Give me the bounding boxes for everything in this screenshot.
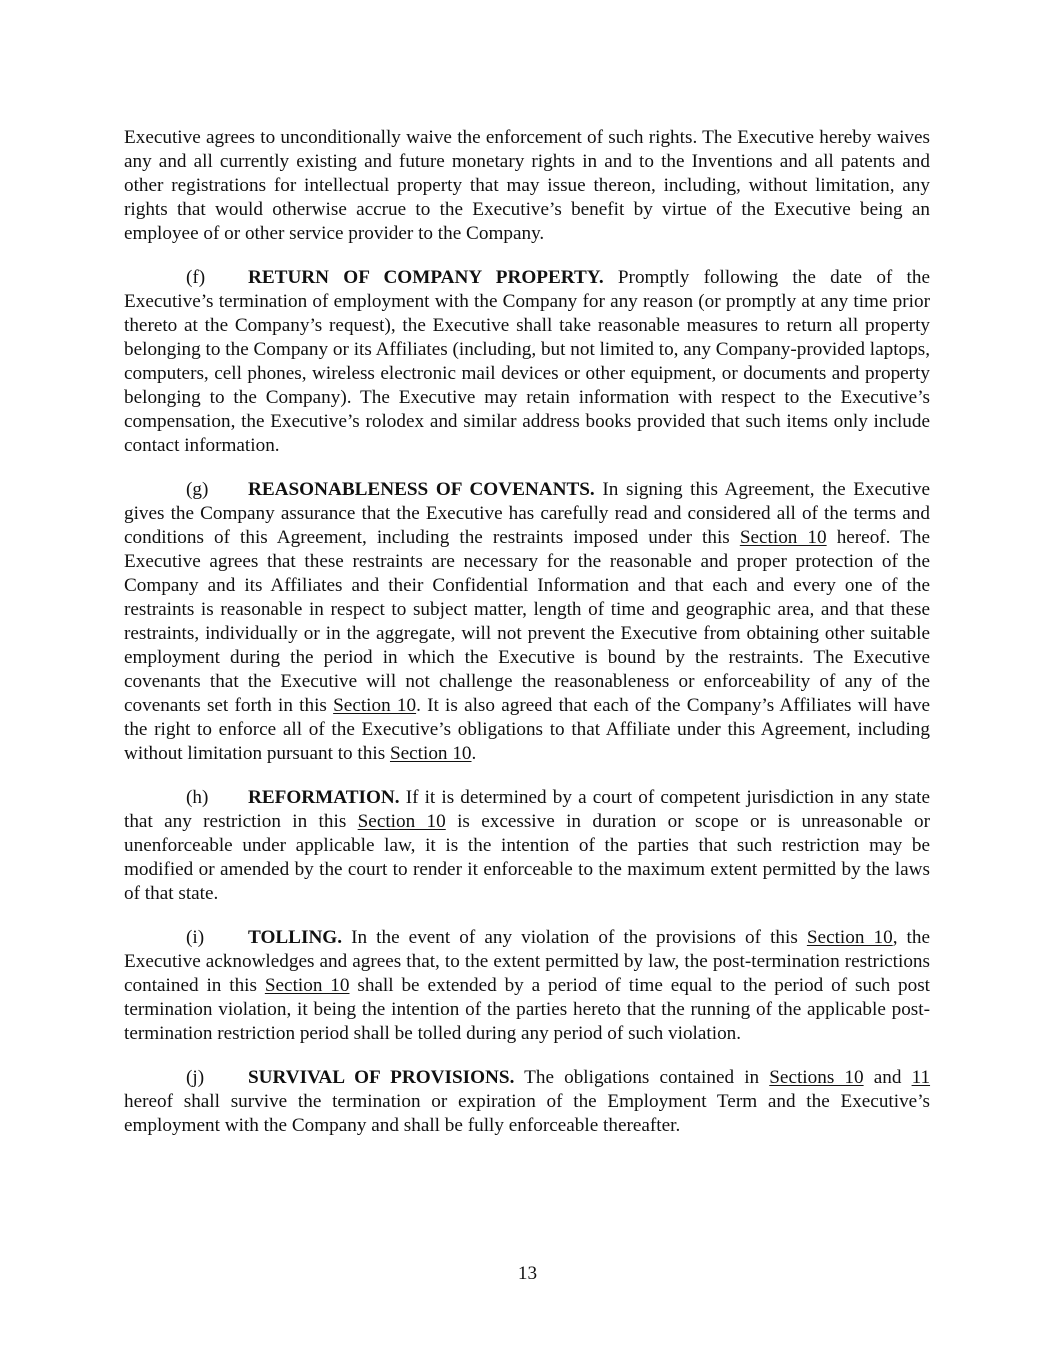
- section-g-text-4: .: [471, 743, 477, 764]
- section-f-heading: RETURN OF COMPANY PROPERTY.: [248, 267, 604, 288]
- section-i-label: (i): [186, 927, 205, 948]
- section-i-ref-1: Section 10: [806, 927, 893, 948]
- section-j-heading: SURVIVAL OF PROVISIONS.: [248, 1067, 515, 1088]
- section-j-ref-1: Sections 10: [769, 1067, 864, 1088]
- section-j-text-2: and: [873, 1067, 902, 1088]
- section-j-paragraph: [124, 1066, 930, 1138]
- section-i-ref-2: Section 10: [264, 975, 350, 996]
- section-g-text-1: In signing this Agreement, the Executive gives the Company assurance that the Executive has carefully read and considered all of the terms and conditions of this Agreement, including the restraints imposed under this: [124, 479, 931, 548]
- continuation-paragraph: [124, 126, 930, 246]
- section-g-ref-2: Section 10: [333, 695, 417, 716]
- section-g-heading: REASONABLENESS OF COVENANTS.: [248, 479, 595, 500]
- section-i-text-1: In the event of any violation of the provisions of this: [351, 927, 798, 948]
- section-h-heading: REFORMATION.: [248, 787, 400, 808]
- section-f-text: Promptly following the date of the Executive’s termination of employment with the Company for any reason (or promptly at any time prior thereto at the Company’s request), the Executive shall take reasonable measures to return all property belonging to the Company or its Affiliates (including, but not limited to, any Company-provided laptops, computers, cell phones, wireless electronic mail devices or other equipment, or documents and property belonging to the Company). The Executive may retain information with respect to the Executive’s compensation, the Executive’s rolodex and similar address books provided that such items only include contact information.: [124, 267, 930, 456]
- section-h-text-2: is excessive in duration or scope or is unreasonable or unenforceable under applicable law, it is the intention of the parties that such restriction may be modified or amended by the court to render it enforceable to the maximum extent permitted by the laws of that state.: [124, 811, 931, 904]
- section-j-label: (j): [186, 1067, 205, 1088]
- section-i-text-3: shall be extended by a period of time equal to the period of such post termination violation, it being the intention of the parties hereto that the running of the applicable post-termination restriction period shall be tolled during any period of such violation.: [124, 975, 931, 1044]
- section-j-ref-2: 11: [911, 1067, 931, 1088]
- section-h-label: (h): [186, 787, 209, 808]
- section-h-ref-1: Section 10: [357, 811, 446, 832]
- document-page: [124, 126, 930, 1158]
- continuation-text: Executive agrees to unconditionally waive the enforcement of such rights. The Executive hereby waives any and all currently existing and future monetary rights in and to the Inventions and all patents and other registrations for intellectual property that may issue thereon, including, without limitation, any rights that would otherwise accrue to the Executive’s benefit by virtue of the Executive being an employee of or other service provider to the Company.: [124, 127, 930, 244]
- section-i-heading: TOLLING.: [248, 927, 343, 948]
- section-g-label: (g): [186, 479, 209, 500]
- section-g-ref-1: Section 10: [739, 527, 827, 548]
- section-i-text-2: , the Executive acknowledges and agrees that, to the extent permitted by law, the post-termination restrictions contained in this: [124, 927, 930, 996]
- section-g-ref-3: Section 10: [389, 743, 472, 764]
- section-g-text-2: hereof. The Executive agrees that these restraints are necessary for the reasonable and proper protection of the Company and its Affiliates and their Confidential Information and that each and every one of the restraints is reasonable in respect to subject matter, length of time and geographic area, and that these restraints, individually or in the aggregate, will not prevent the Executive from obtaining other suitable employment during the period in which the Executive is bound by the restraints. The Executive covenants that the Executive will not challenge the reasonableness or enforceability of any of the covenants set forth in this: [124, 527, 931, 716]
- section-j-text-3: hereof shall survive the termination or expiration of the Employment Term and the Executive’s employment with the Company and shall be fully enforceable thereafter.: [124, 1091, 930, 1136]
- section-g-paragraph: [124, 478, 930, 766]
- section-g-text-3: . It is also agreed that each of the Company’s Affiliates will have the right to enforce all of the Executive’s obligations to that Affiliate under this Agreement, including without limitation pursuant to this: [124, 695, 931, 764]
- section-h-text-1: If it is determined by a court of competent jurisdiction in any state that any restriction in this: [124, 787, 930, 832]
- page-number: 13: [517, 1263, 538, 1284]
- section-i-paragraph: [124, 926, 930, 1046]
- section-j-text-1: The obligations contained in: [524, 1067, 760, 1088]
- section-h-paragraph: [124, 786, 930, 906]
- section-f-paragraph: [124, 266, 930, 458]
- section-f-label: (f): [186, 267, 206, 288]
